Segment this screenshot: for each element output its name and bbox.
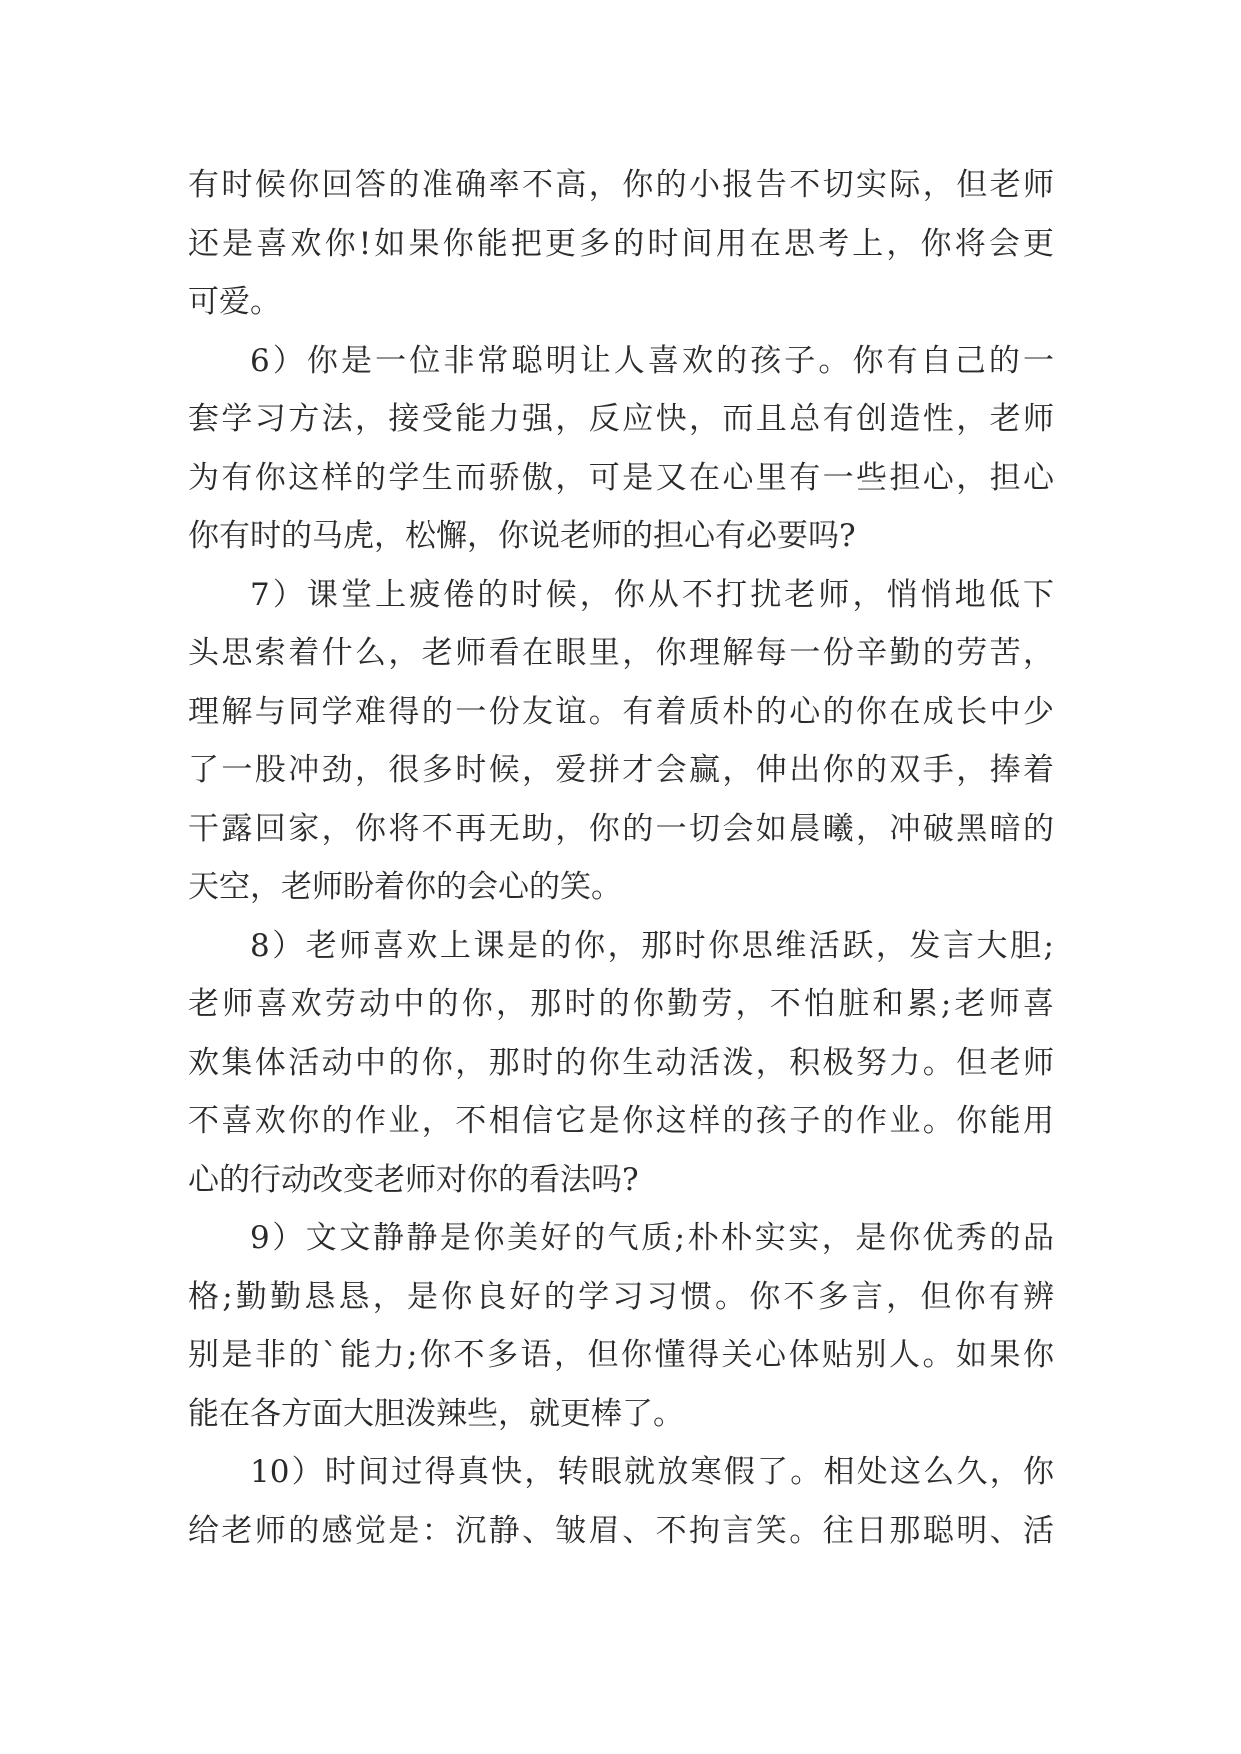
text-line: 为有你这样的学生而骄傲，可是又在心里有一些担心，担心 (188, 459, 1054, 496)
document-body (188, 156, 1054, 1560)
text-line: 理解与同学难得的一份友谊。有着质朴的心的你在成长中少 (188, 693, 1054, 730)
text-line: 了一股冲劲，很多时候，爱拼才会赢，伸出你的双手，捧着 (188, 752, 1054, 788)
text-line: 欢集体活动中的你，那时的你生动活泼，积极努力。但老师 (188, 1044, 1054, 1081)
text-line: 可爱。 (188, 284, 281, 320)
text-line: 别是非的`能力;你不多语，但你懂得关心体贴别人。如果你 (188, 1337, 1054, 1373)
text-line: 有时候你回答的准确率不高，你的小报告不切实际，但老师 (188, 167, 1054, 203)
text-line: 老师喜欢劳动中的你，那时的你勤劳，不怕脏和累;老师喜 (188, 986, 1054, 1022)
text-line: 给老师的感觉是：沉静、皱眉、不拘言笑。往日那聪明、活 (188, 1512, 1054, 1549)
text-line: 你有时的马虎，松懈，你说老师的担心有必要吗? (188, 518, 856, 554)
text-line: 格;勤勤恳恳，是你良好的学习习惯。你不多言，但你有辨 (188, 1278, 1054, 1315)
text-line: 心的行动改变老师对你的看法吗? (188, 1161, 639, 1198)
paragraph-6-start: 6）你是一位非常聪明让人喜欢的孩子。你有自己的一 (250, 342, 1054, 379)
paragraph-8-start: 8）老师喜欢上课是的你，那时你思维活跃，发言大胆; (250, 927, 1054, 964)
text-line: 天空，老师盼着你的会心的笑。 (188, 869, 622, 905)
text-line: 头思索着什么，老师看在眼里，你理解每一份辛勤的劳苦， (188, 635, 1054, 671)
text-line: 干露回家，你将不再无助，你的一切会如晨曦，冲破黑暗的 (188, 810, 1054, 847)
paragraph-10-start: 10）时间过得真快，转眼就放寒假了。相处这么久，你 (250, 1454, 1054, 1490)
text-line: 套学习方法，接受能力强，反应快，而且总有创造性，老师 (188, 401, 1054, 437)
paragraph-7-start: 7）课堂上疲倦的时候，你从不打扰老师，悄悄地低下 (250, 576, 1054, 613)
text-line: 不喜欢你的作业，不相信它是你这样的孩子的作业。你能用 (188, 1103, 1054, 1139)
text-line: 能在各方面大胆泼辣些，就更棒了。 (188, 1395, 684, 1432)
paragraph-9-start: 9）文文静静是你美好的气质;朴朴实实，是你优秀的品 (250, 1220, 1054, 1256)
text-line: 还是喜欢你!如果你能把更多的时间用在思考上，你将会更 (188, 225, 1054, 262)
